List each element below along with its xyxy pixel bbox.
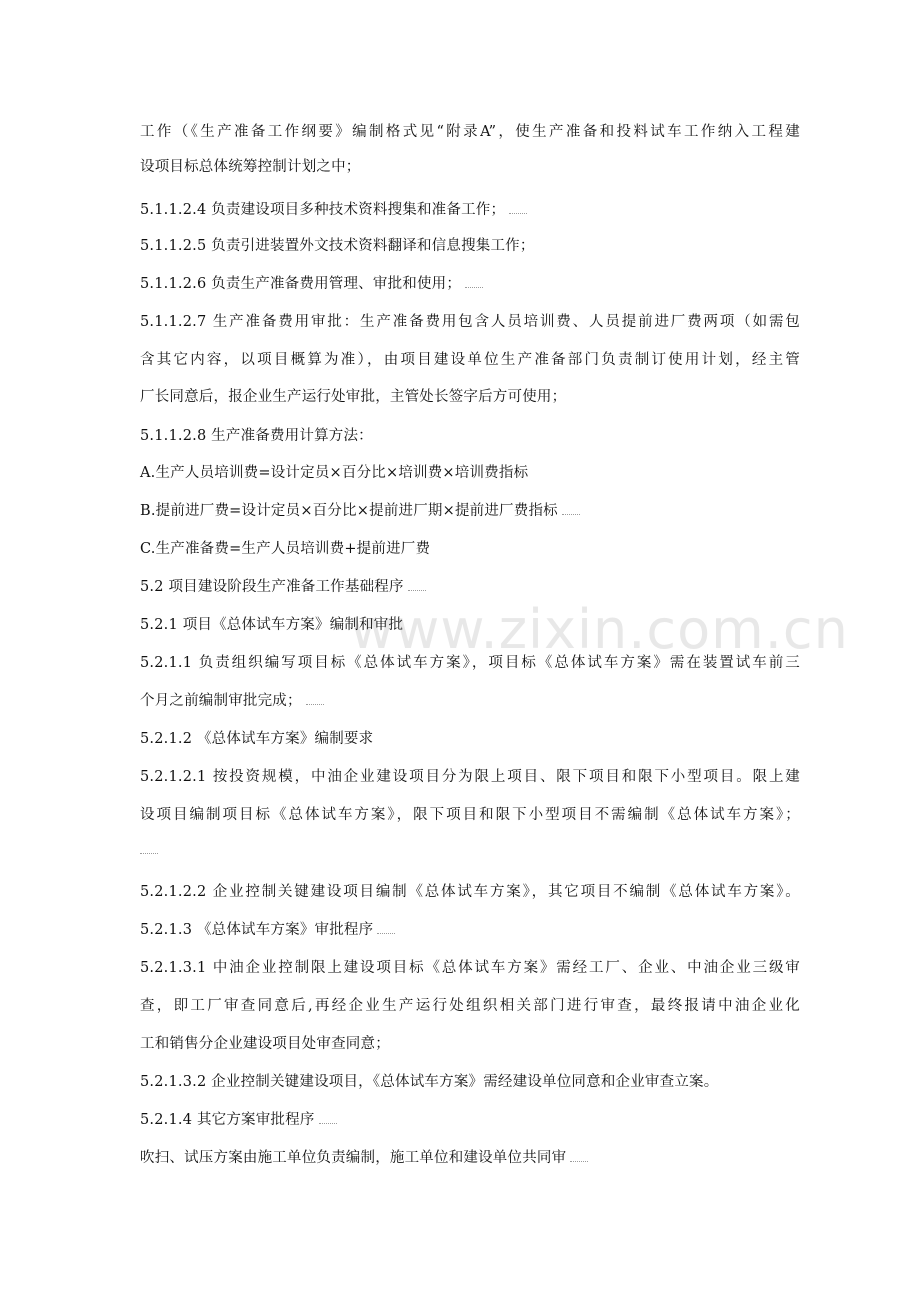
section-heading: 5.2.1.2 《总体试车方案》编制要求 [140, 731, 374, 747]
paragraph-line: 5.1.1.2.7 生产准备费用审批：生产准备费用包含人员培训费、人员提前进厂费两项（如需包 [140, 314, 800, 330]
paragraph-mark [377, 927, 395, 934]
section-heading: 5.2.1 项目《总体试车方案》编制和审批 [140, 617, 404, 633]
line-text: 个月之前编制审批完成； [140, 693, 302, 709]
section-heading [140, 920, 800, 940]
paragraph-mark [465, 281, 483, 288]
paragraph-line: 5.2.1.2.2 企业控制关键建设项目编制《总体试车方案》，其它项目不编制《总体试车方案》。 [140, 884, 800, 900]
paragraph-line [140, 1148, 800, 1168]
watermark: www.zixin.com.cn [350, 598, 849, 661]
paragraph-line: C.生产准备费=生产人员培训费+提前进厂费 [140, 541, 431, 557]
paragraph-line: 工和销售分企业建设项目处审查同意； [140, 1036, 390, 1052]
paragraph-line [140, 501, 800, 521]
paragraph-line: 设项目标总体统筹控制计划之中； [140, 159, 361, 175]
line-text: 5.2 项目建设阶段生产准备工作基础程序 [140, 579, 404, 595]
paragraph-mark [140, 847, 158, 854]
paragraph-line: 含其它内容，以项目概算为准），由项目建设单位生产准备部门负责制订使用计划，经主管 [140, 352, 800, 368]
line-text: 5.1.1.2.4 负责建设项目多种技术资料搜集和准备工作； [140, 202, 506, 218]
paragraph-line: 5.2.1.1 负责组织编写项目标《总体试车方案》，项目标《总体试车方案》需在装置试车前三 [140, 655, 800, 671]
paragraph-line: 5.1.1.2.5 负责引进装置外文技术资料翻译和信息搜集工作； [140, 238, 535, 254]
paragraph-line [140, 200, 800, 220]
paragraph-line: 工作（《生产准备工作纲要》编制格式见“附录A”，使生产准备和投料试车工作纳入工程建 [140, 124, 800, 140]
line-text: B.提前进厂费=设计定员×百分比×提前进厂期×提前进厂费指标 [140, 503, 558, 519]
section-heading [140, 1110, 800, 1130]
paragraph-mark [408, 584, 426, 591]
paragraph-line [140, 274, 800, 294]
line-text: 吹扫、试压方案由施工单位负责编制，施工单位和建设单位共同审 [140, 1150, 567, 1166]
line-text: 5.2.1.4 其它方案审批程序 [140, 1112, 315, 1128]
paragraph-mark [562, 508, 580, 515]
paragraph-line: 查，即工厂审查同意后,再经企业生产运行处组织相关部门进行审查，最终报请中油企业化 [140, 998, 800, 1014]
section-heading [140, 577, 800, 597]
paragraph-mark [319, 1117, 337, 1124]
paragraph-mark [509, 207, 527, 214]
line-text: 5.1.1.2.6 负责生产准备费用管理、审批和使用； [140, 276, 462, 292]
paragraph-line: 5.2.1.2.1 按投资规模，中油企业建设项目分为限上项目、限下项目和限下小型项目。限上建 [140, 769, 800, 785]
paragraph-mark [306, 698, 324, 705]
paragraph-line: A.生产人员培训费=设计定员×百分比×培训费×培训费指标 [140, 465, 529, 481]
paragraph-line: 5.2.1.3.1 中油企业控制限上建设项目标《总体试车方案》需经工厂、企业、中油企业三级审 [140, 960, 800, 976]
paragraph-line: 设项目编制项目标《总体试车方案》，限下项目和限下小型项目不需编制《总体试车方案》； [140, 807, 800, 823]
paragraph-line [140, 691, 800, 711]
paragraph-line: 厂长同意后，报企业生产运行处审批，主管处长签字后方可使用； [140, 389, 567, 405]
paragraph-line [140, 840, 800, 860]
line-text: 5.2.1.3 《总体试车方案》审批程序 [140, 922, 374, 938]
paragraph-line: 5.1.1.2.8 生产准备费用计算方法： [140, 428, 373, 444]
paragraph-line: 5.2.1.3.2 企业控制关键建设项目，《总体试车方案》需经建设单位同意和企业审查立案。 [140, 1074, 719, 1090]
paragraph-mark [570, 1155, 588, 1162]
